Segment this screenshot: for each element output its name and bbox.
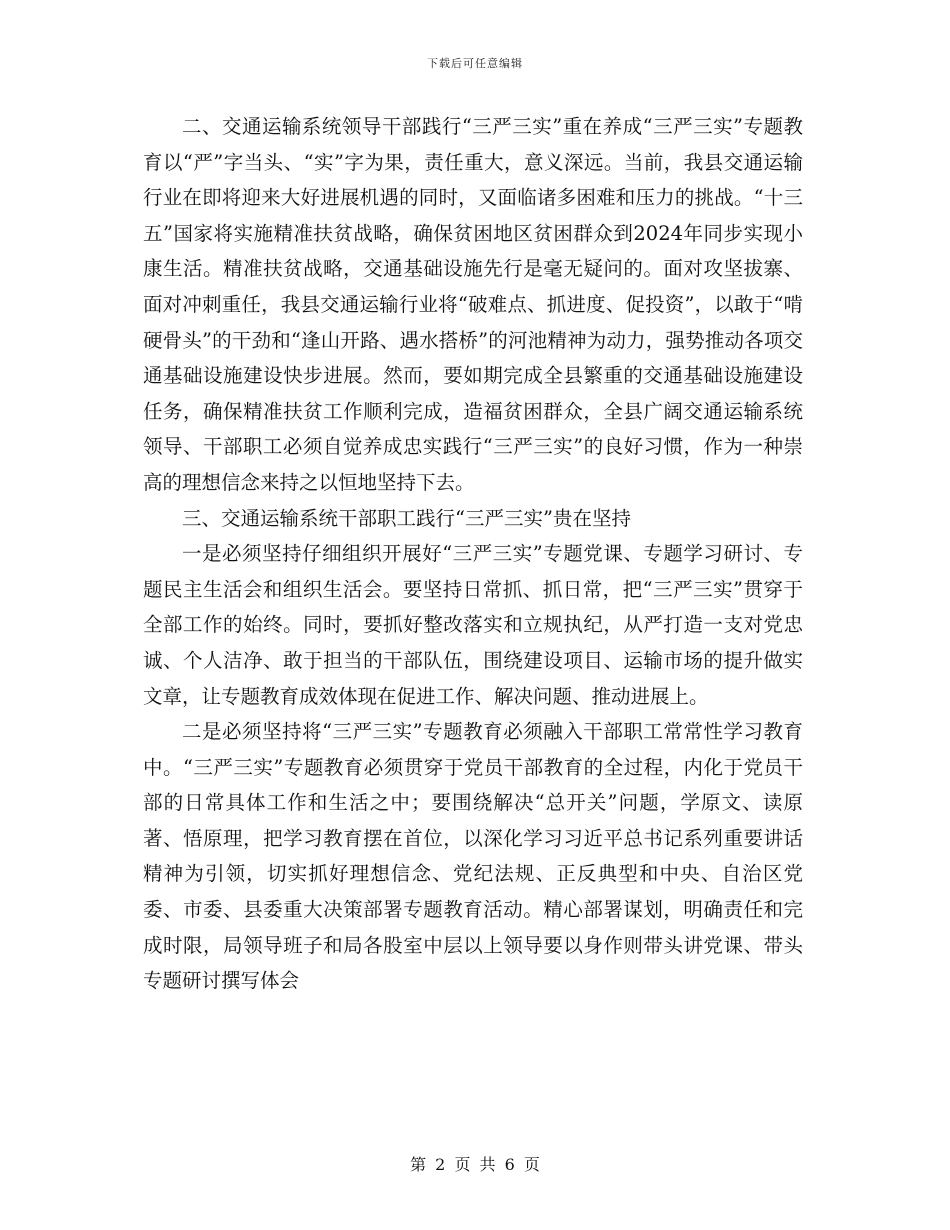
page-footer: 第 2 页 共 6 页 bbox=[410, 1155, 540, 1174]
page-header: 下载后可任意编辑 bbox=[427, 57, 523, 70]
paragraph-section-3-heading: 三、交通运输系统干部职工践行“三严三实”贵在坚持 bbox=[182, 506, 631, 530]
paragraph-point-2: 二是必须坚持将“三严三实”专题教育必须融入干部职工常常性学习教育中。“三严三实”专题教育必须贯穿于党员干部教育的全过程，内化于党员干部的日常具体工作和生活之中；要围绕解决“总开关”问题，学原文、读原著、悟原理，把学习教育摆在首位，以深化学习习近平总书记系列重要讲话精神为引领，切实抓好理想信念、党纪法规、正反典型和中央、自治区党委、市委、县委重大决策部署专题教育活动。精心部署谋划，明确责任和完成时限，局领导班子和局各股室中层以上领导要以身作则带头讲党课、带头专题研讨撰写体会 bbox=[143, 720, 803, 993]
paragraph-point-1: 一是必须坚持仔细组织开展好“三严三实”专题党课、专题学习研讨、专题民主生活会和组织生活会。要坚持日常抓、抓日常，把“三严三实”贯穿于全部工作的始终。同时，要抓好整改落实和立规执纪，从严打造一支对党忠诚、个人洁净、敢于担当的干部队伍，围绕建设项目、运输市场的提升做实文章，让专题教育成效体现在促进工作、解决问题、推动进展上。 bbox=[143, 542, 803, 708]
document-body bbox=[143, 109, 803, 999]
paragraph-section-2: 二、交通运输系统领导干部践行“三严三实”重在养成“三严三实”专题教育以“严”字当头、“实”字为果，责任重大，意义深远。当前，我县交通运输行业在即将迎来大好进展机遇的同时，又面临诸多困难和压力的挑战。“十三五”国家将实施精准扶贫战略，确保贫困地区贫困群众到2024年同步实现小康生活。精准扶贫战略，交通基础设施先行是毫无疑问的。面对攻坚拔寨、面对冲刺重任，我县交通运输行业将“破难点、抓进度、促投资”，以敢于“啃硬骨头”的干劲和“逢山开路、遇水搭桥”的河池精神为动力，强势推动各项交通基础设施建设快步进展。然而，要如期完成全县繁重的交通基础设施建设任务，确保精准扶贫工作顺利完成，造福贫困群众，全县广阔交通运输系统领导、干部职工必须自觉养成忠实践行“三严三实”的良好习惯，作为一种崇高的理想信念来持之以恒地坚持下去。 bbox=[143, 115, 803, 494]
